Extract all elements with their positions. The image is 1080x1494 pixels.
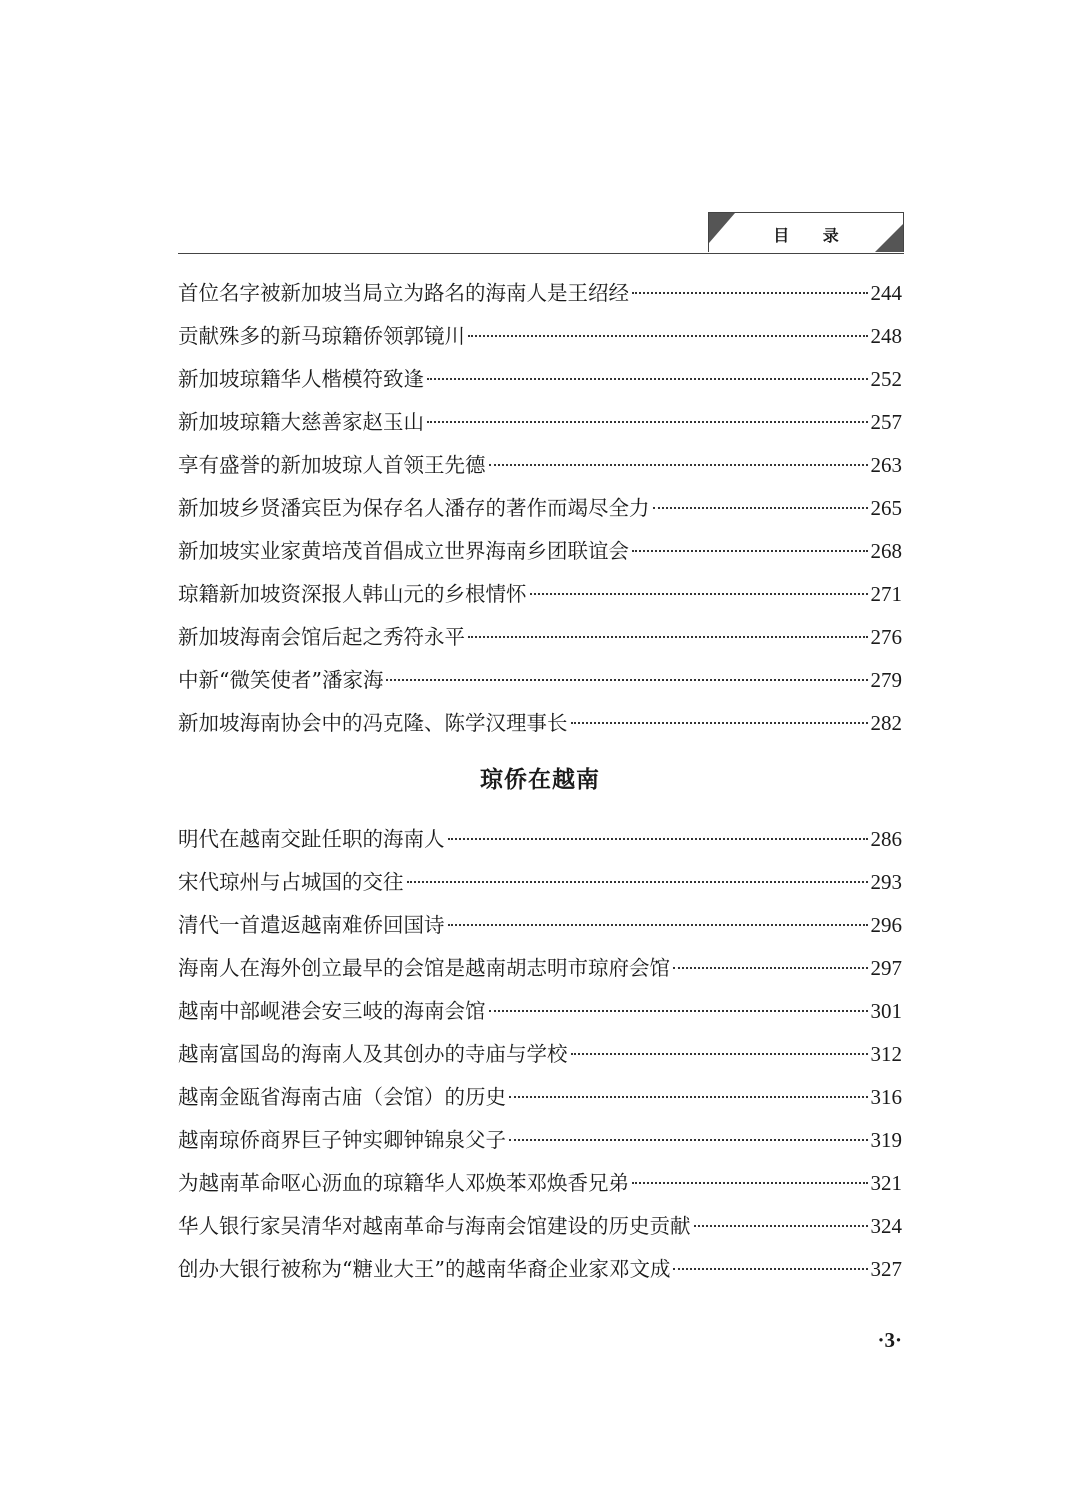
toc-entry-title: 海南人在海外创立最早的会馆是越南胡志明市琼府会馆 <box>178 956 670 980</box>
toc-entry-page: 265 <box>870 496 902 520</box>
toc-entry[interactable] <box>178 272 902 315</box>
dot-leader <box>489 1010 868 1012</box>
toc-entry-page: 327 <box>870 1257 902 1281</box>
dot-leader <box>571 722 868 724</box>
toc-entry-title: 创办大银行被称为“糖业大王”的越南华裔企业家邓文成 <box>178 1257 671 1281</box>
dot-leader <box>509 1139 868 1141</box>
toc-entry-page: 286 <box>870 827 902 851</box>
dot-leader <box>427 421 868 423</box>
toc-entry[interactable] <box>178 1076 902 1119</box>
toc-entry-title: 贡献殊多的新马琼籍侨领郭镜川 <box>178 324 465 348</box>
toc-entry[interactable] <box>178 659 902 702</box>
toc-entry-title: 新加坡琼籍大慈善家赵玉山 <box>178 410 424 434</box>
toc-entry-page: 316 <box>870 1085 902 1109</box>
dot-leader <box>468 636 868 638</box>
toc-entry-title: 越南金瓯省海南古庙（会馆）的历史 <box>178 1085 506 1109</box>
toc-entry-title: 享有盛誉的新加坡琼人首领王先德 <box>178 453 486 477</box>
toc-entry[interactable] <box>178 315 902 358</box>
toc-entry[interactable] <box>178 1033 902 1076</box>
dot-leader <box>530 593 868 595</box>
toc-entry[interactable] <box>178 444 902 487</box>
toc-list-singapore <box>178 272 902 745</box>
toc-entry-page: 297 <box>870 956 902 980</box>
header-tab <box>708 212 904 252</box>
toc-entry-page: 312 <box>870 1042 902 1066</box>
dot-leader <box>407 881 868 883</box>
dot-leader <box>694 1225 868 1227</box>
toc-entry-title: 越南富国岛的海南人及其创办的寺庙与学校 <box>178 1042 568 1066</box>
toc-list-vietnam <box>178 818 902 1291</box>
toc-entry[interactable] <box>178 616 902 659</box>
toc-entry-title: 琼籍新加坡资深报人韩山元的乡根情怀 <box>178 582 527 606</box>
toc-entry-title: 新加坡海南协会中的冯克隆、陈学汉理事长 <box>178 711 568 735</box>
toc-entry[interactable] <box>178 1162 902 1205</box>
toc-entry[interactable] <box>178 904 902 947</box>
toc-entry-page: 301 <box>870 999 902 1023</box>
toc-entry-page: 268 <box>870 539 902 563</box>
dot-leader <box>509 1096 868 1098</box>
dot-leader <box>489 464 868 466</box>
header-title: 目 录 <box>773 226 853 245</box>
toc-entry-title: 新加坡海南会馆后起之秀符永平 <box>178 625 465 649</box>
toc-entry-page: 282 <box>870 711 902 735</box>
dot-leader <box>653 507 868 509</box>
dot-leader <box>632 550 868 552</box>
toc-entry[interactable] <box>178 358 902 401</box>
dot-leader <box>468 335 868 337</box>
toc-entry-title: 越南琼侨商界巨子钟实卿钟锦泉父子 <box>178 1128 506 1152</box>
toc-entry[interactable] <box>178 861 902 904</box>
toc-entry-page: 276 <box>870 625 902 649</box>
dot-leader <box>571 1053 868 1055</box>
dot-leader <box>386 679 867 681</box>
toc-entry-title: 华人银行家吴清华对越南革命与海南会馆建设的历史贡献 <box>178 1214 691 1238</box>
toc-entry-page: 252 <box>870 367 902 391</box>
toc-entry[interactable] <box>178 1248 902 1291</box>
toc-entry-page: 271 <box>870 582 902 606</box>
toc-entry-page: 263 <box>870 453 902 477</box>
toc-entry[interactable] <box>178 401 902 444</box>
toc-entry-title: 宋代琼州与占城国的交往 <box>178 870 404 894</box>
toc-entry-title: 越南中部岘港会安三岐的海南会馆 <box>178 999 486 1023</box>
header-rule <box>178 253 904 254</box>
toc-entry-title: 新加坡实业家黄培茂首倡成立世界海南乡团联谊会 <box>178 539 629 563</box>
toc-entry[interactable] <box>178 530 902 573</box>
toc-entry[interactable] <box>178 487 902 530</box>
section-heading: 琼侨在越南 <box>480 767 600 793</box>
toc-entry[interactable] <box>178 990 902 1033</box>
dot-leader <box>427 378 868 380</box>
toc-entry-page: 319 <box>870 1128 902 1152</box>
toc-entry[interactable] <box>178 702 902 745</box>
toc-entry-title: 中新“微笑使者”潘家海 <box>178 668 384 692</box>
toc-entry[interactable] <box>178 947 902 990</box>
dot-leader <box>448 924 868 926</box>
toc-entry[interactable] <box>178 573 902 616</box>
toc-entry-title: 明代在越南交趾任职的海南人 <box>178 827 445 851</box>
toc-entry-page: 293 <box>870 870 902 894</box>
toc-entry-page: 248 <box>870 324 902 348</box>
toc-entry-page: 257 <box>870 410 902 434</box>
dot-leader <box>673 967 868 969</box>
dot-leader <box>448 838 868 840</box>
toc-entry-page: 321 <box>870 1171 902 1195</box>
dot-leader <box>632 1182 868 1184</box>
toc-entry-page: 279 <box>870 668 902 692</box>
page-number: ·3· <box>877 1328 902 1352</box>
toc-entry-title: 首位名字被新加坡当局立为路名的海南人是王绍经 <box>178 281 629 305</box>
toc-entry-title: 新加坡乡贤潘宾臣为保存名人潘存的著作而竭尽全力 <box>178 496 650 520</box>
toc-entry[interactable] <box>178 1205 902 1248</box>
toc-entry-page: 324 <box>870 1214 902 1238</box>
toc-entry-page: 296 <box>870 913 902 937</box>
dot-leader <box>673 1268 867 1270</box>
dot-leader <box>632 292 868 294</box>
toc-entry-title: 新加坡琼籍华人楷模符致逢 <box>178 367 424 391</box>
toc-entry[interactable] <box>178 818 902 861</box>
toc-entry[interactable] <box>178 1119 902 1162</box>
running-header <box>178 212 904 254</box>
toc-entry-page: 244 <box>870 281 902 305</box>
toc-entry-title: 清代一首遣返越南难侨回国诗 <box>178 913 445 937</box>
toc-entry-title: 为越南革命呕心沥血的琼籍华人邓焕苯邓焕香兄弟 <box>178 1171 629 1195</box>
